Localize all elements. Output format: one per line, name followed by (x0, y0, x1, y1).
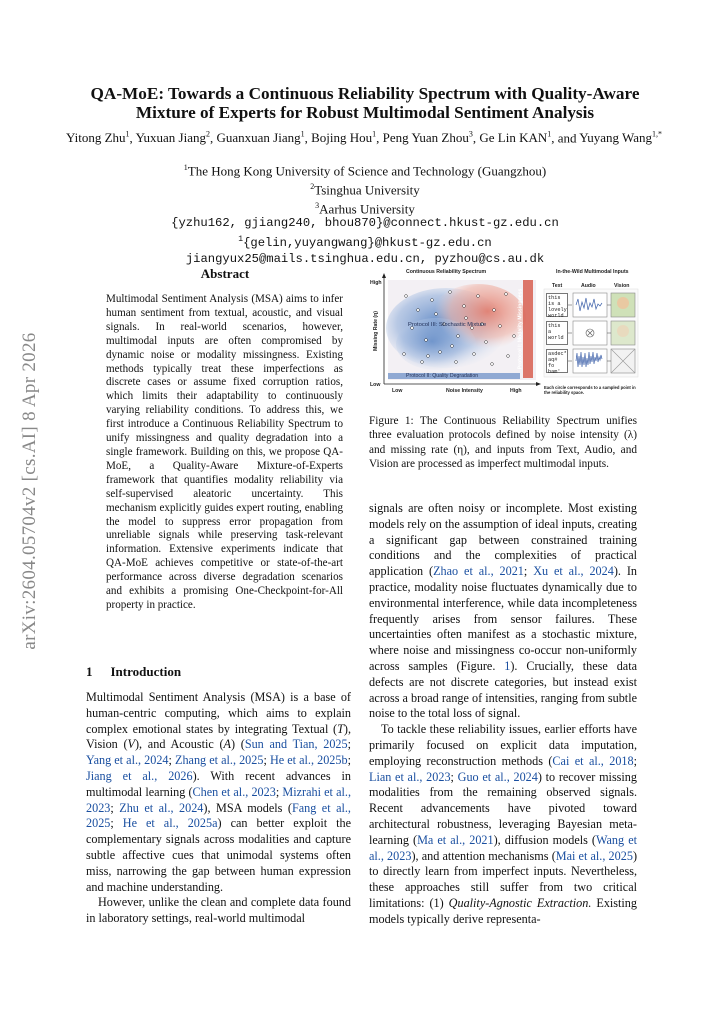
email-line: jiangyux25@mails.tsinghua.edu.cn, pyzhou@cs.au.dk (185, 251, 545, 266)
protocol-2-label: Protocol II: Quality Degradation (406, 373, 479, 379)
sample-point (493, 309, 496, 312)
protocol-1-bar (523, 280, 533, 378)
sample-point (431, 299, 434, 302)
affiliation: $^1$The Hong Kong University of Science and Technology (Guangzhou) (183, 163, 547, 179)
x-axis-title: Noise Intensity (446, 388, 483, 394)
citation-link[interactable]: Zhang et al., 2025 (175, 753, 264, 768)
sample-point (505, 293, 508, 296)
sample-point (485, 341, 488, 344)
section-title: Introduction (110, 664, 182, 679)
figure-1 (366, 266, 640, 406)
author-name: Yuyang Wang$^{1,*}$ (579, 130, 663, 146)
sample-point (455, 361, 458, 364)
citation-link[interactable]: He et al., 2025a (122, 816, 218, 831)
column-audio-label: Audio (581, 283, 596, 289)
sample-point (439, 351, 442, 354)
sample-point (473, 353, 476, 356)
sample-point (491, 363, 494, 366)
affiliation: $^2$Tsinghua University (310, 181, 420, 198)
sample-point (513, 335, 516, 338)
figure-right-panel-title: In-the-Wild Multimodal Inputs (556, 269, 629, 275)
citation-link[interactable]: Ma et al., 2021 (417, 832, 494, 847)
italic-text: V (127, 737, 135, 752)
citation-link[interactable]: Lian et al., 2023 (369, 769, 451, 784)
italic-text: Quality-Agnostic Extraction. (448, 895, 592, 910)
sample-point (507, 355, 510, 358)
paragraph: Multimodal Sentiment Analysis (MSA) is a base of human-centric computing, which aims to explain complex emotional states by integrating Textual (T), Vision (V), and Acoustic (A) (Sun and Tian, 2025; Yang et al., 2024; Zhang et al., 2025; He et al., 2025b; Jiang et al., 2026). With recent advances in multimodal learning (Chen et al., 2023; Mizrahi et al., 2023; Zhu et al., 2024), MSA models (Fang et al., 2025; He et al., 2025a) can better exploit the complementary signals across modalities and capture subtle affective cues that unimodal systems often miss, narrowing the gap between human expression and machine understanding. (86, 690, 351, 894)
column-vision-label: Vision (614, 283, 630, 289)
citation-link[interactable]: Mizrahi et al., 2023 (86, 784, 351, 815)
protocol-3-label: Protocol III: Stochastic Mixture (408, 322, 487, 328)
citation-link[interactable]: Chen et al., 2023 (192, 784, 276, 799)
email-line: $^1${gelin,yuyangwang}@hkust-gz.edu.cn (238, 234, 492, 251)
column-text-label: Text (552, 283, 563, 289)
paragraph: signals are often noisy or incomplete. Most existing models rely on the assumption of ideal inputs, creating a significant gap between constrained training conditions and the complexities of practical application (Zhao et al., 2021; Xu et al., 2024). In practice, modality noise fluctuates dynamically due to environmental interference, while data incompleteness frequently arises from sensor failures. These uncertainties often manifest as a stochastic mixture, where noise and missingness co-occur non-uniformly across samples (Figure. 1). Crucially, these data defects are not discrete categories, but instead exist across a broad range of intensities, ranging from subtle noise to the total loss of signal. (369, 501, 637, 721)
citation-link[interactable]: Zhao et al., 2021 (433, 564, 524, 579)
section-heading-introduction (86, 664, 356, 680)
citation-link[interactable]: Zhu et al., 2024 (119, 800, 204, 815)
sample-point (449, 291, 452, 294)
text-sample-noisy: asdec* aq# fo bam' (548, 351, 567, 375)
affiliation: $^3$Aarhus University (315, 200, 415, 216)
caption-label: Figure 1: (369, 415, 414, 427)
figure-note: Each circle corresponds to a sampled point in the reliability space. (544, 385, 636, 395)
sample-point (435, 313, 438, 316)
citation-link[interactable]: Cai et al., 2018 (552, 753, 634, 768)
citation-link[interactable]: 1 (504, 658, 511, 673)
italic-text: A (223, 737, 231, 752)
citation-link[interactable]: Guo et al., 2024 (457, 769, 538, 784)
citation-link[interactable]: Mai et al., 2025 (555, 848, 633, 863)
author-name: Yuxuan Jiang$^2$ (135, 130, 210, 146)
sample-point (457, 335, 460, 338)
introduction-right-column (369, 501, 637, 928)
author-list: Yitong Zhu$^1$, Yuxuan Jiang$^2$, Guanxuan Jiang$^1$, Bojing Hou$^1$, Peng Yuan Zhou$^3$, Ge Lin KAN$^1$, and Yuyang Wang$^{1,*}$ (65, 130, 663, 146)
x-axis-high-label: High (510, 388, 522, 394)
sample-point (421, 361, 424, 364)
citation-link[interactable]: Xu et al., 2024 (533, 564, 614, 579)
sample-point (477, 295, 480, 298)
figure-left-panel-title: Continuous Reliability Spectrum (406, 269, 487, 275)
sample-point (427, 355, 430, 358)
author-name: Peng Yuan Zhou$^3$ (382, 130, 473, 146)
sample-point (405, 295, 408, 298)
email-line: {yzhu162, gjiang240, bhou870}@connect.hkust-gz.edu.cn (171, 216, 559, 231)
citation-link[interactable]: He et al., 2025b (269, 753, 348, 768)
sample-point (403, 353, 406, 356)
author-name: Ge Lin KAN$^1$ (479, 130, 552, 146)
citation-link[interactable]: Yang et al., 2024 (86, 753, 169, 768)
y-axis-low-label: Low (370, 382, 381, 388)
protocol-1-label: Protocol I: Modality Missingness (517, 288, 524, 370)
sample-point (425, 339, 428, 342)
citation-link[interactable]: Fang et al., 2025 (86, 800, 351, 831)
y-axis-title: Missing Rate (η) (373, 310, 380, 352)
abstract-heading: Abstract (200, 266, 250, 281)
text-sample-missing: this a world (546, 321, 568, 345)
sample-point (451, 345, 454, 348)
affiliation-block (60, 160, 670, 267)
paragraph: However, unlike the clean and complete data found in laboratory settings, real-world multimodal (86, 895, 351, 926)
abstract-text: Multimodal Sentiment Analysis (MSA) aims to infer human sentiment from textual, acoustic, and visual signals. In real-world scenarios, however, multimodal inputs are often compromised by dynamic noise or modality missingness. Existing methods typically treat these imperfections as discrete cases or assume fixed corruption ratios, which limits their adaptability to continuously varying reliability conditions. To address this, we first introduce a Continuous Reliability Spectrum to unify missingness and quality degradation into a single framework. Building on this, we propose QA-MoE, a Quality-Aware Mixture-of-Experts framework that quantifies modality reliability via self-supervised aleatoric uncertainty. This mechanism explicitly guides expert routing, enabling the model to suppress error propagation from unreliable signals while preserving task-relevant information. Extensive experiments indicate that QA-MoE achieves competitive or state-of-the-art performance across diverse degradation scenarios and exhibits a promising One-Checkpoint-for-All property in practice. (106, 293, 343, 611)
sample-point (463, 305, 466, 308)
y-axis-high-label: High (370, 280, 382, 286)
citation-link[interactable]: Sun and Tian, 2025 (244, 737, 348, 752)
author-name: Guanxuan Jiang$^1$ (216, 130, 305, 146)
arxiv-identifier: arXiv:2604.05704v2 [cs.AI] 8 Apr 2026 (19, 332, 40, 650)
paper-title: QA-MoE: Towards a Continuous Reliability Spectrum with Quality-Aware Mixture of Experts for Robust Multimodal Sentiment Analysis (90, 84, 640, 122)
author-name: Yitong Zhu$^1$ (65, 130, 130, 146)
section-number: 1 (86, 664, 93, 679)
sample-point (417, 309, 420, 312)
figure-1-caption (369, 414, 637, 471)
italic-text: T (337, 721, 344, 736)
author-name: Bojing Hou$^1$ (311, 130, 377, 146)
citation-link[interactable]: Jiang et al., 2026 (86, 768, 193, 783)
paragraph: To tackle these reliability issues, earlier efforts have primarily focused on explicit data imputation, employing reconstruction methods (Cai et al., 2018; Lian et al., 2023; Guo et al., 2024) to recover missing modalities from the remaining observed signals. Recent advancements have pivoted toward architectural robustness, leveraging Bayesian meta-learning (Ma et al., 2021), diffusion models (Wang et al., 2023), and attention mechanisms (Mai et al., 2025) to directly learn from imperfect inputs. Nevertheless, these approaches still suffer from two critical limitations: (1) Quality-Agnostic Extraction. Existing models typically derive representa- (369, 722, 637, 926)
sample-point (499, 325, 502, 328)
introduction-left-column (86, 690, 351, 927)
sample-point (465, 317, 468, 320)
caption-text: The Continuous Reliability Spectrum unifies three evaluation protocols defined by noise intensity (λ) and missing rate (η), and inputs from Text, Audio, and Vision are processed as imperfect multimodal inputs. (369, 415, 637, 470)
x-axis-low-label: Low (392, 388, 403, 394)
text-sample-clean: this is a lovely world (548, 295, 567, 319)
citation-link[interactable]: Wang et al., 2023 (369, 832, 637, 863)
